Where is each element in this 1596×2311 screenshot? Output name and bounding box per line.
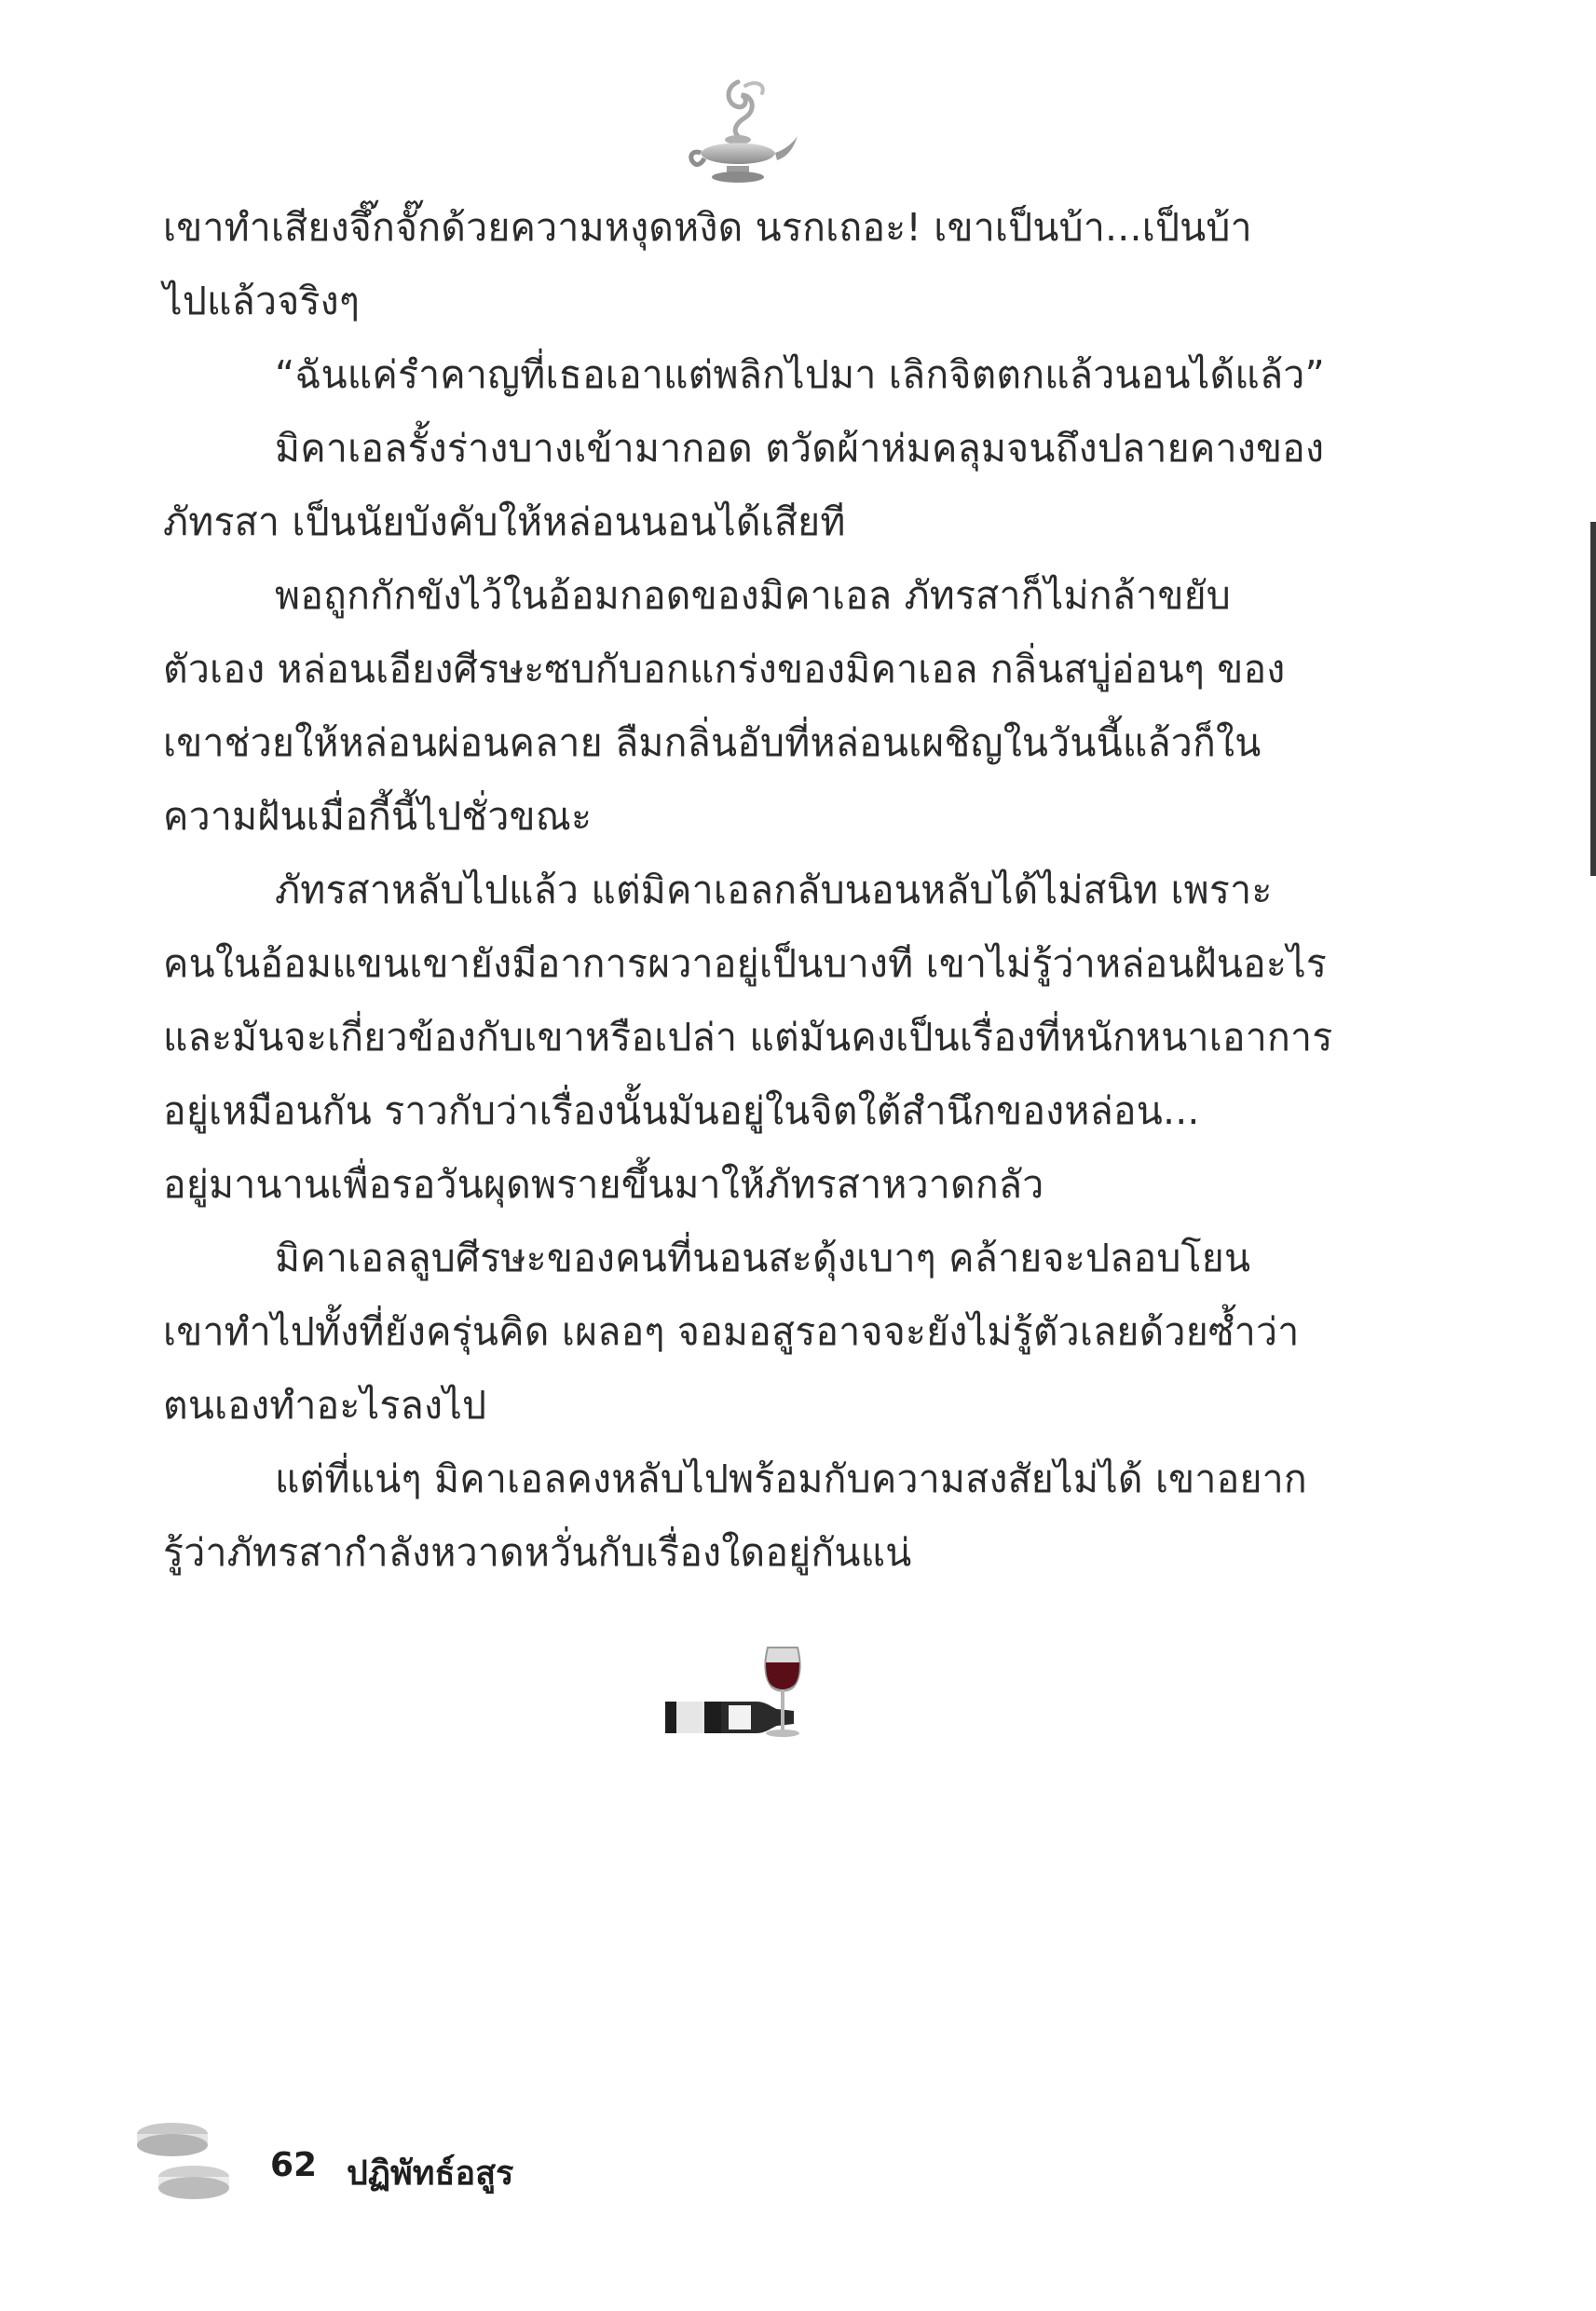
text-line: รู้ว่าภัทรสากำลังหวาดหวั่นกับเรื่องใดอยู่กันแน่ [163,1530,912,1575]
text-line: อยู่เหมือนกัน ราวกับว่าเรื่องนั้นมันอยู่ในจิตใต้สำนึกของหล่อน... [163,1088,1200,1133]
chapter-text [163,191,1333,1590]
text-line: ภัทรสาหลับไปแล้ว แต่มิคาเอลกลับนอนหลับได้ไม่สนิท เพราะ [275,868,1273,912]
macarons-icon [130,2106,242,2208]
text-line: ไปแล้วจริงๆ [163,279,361,323]
text-line: และมันจะเกี่ยวข้องกับเขาหรือเปล่า แต่มันคงเป็นเรื่องที่หนักหนาเอาการ [163,1015,1333,1060]
page-edge-shadow [1590,522,1596,876]
text-line: พอถูกกักขังไว้ในอ้อมกอดของมิคาเอล ภัทรสาก็ไม่กล้าขยับ [275,573,1232,618]
text-line: แต่ที่แน่ๆ มิคาเอลคงหลับไปพร้อมกับความสงสัยไม่ได้ เขาอยาก [275,1456,1307,1501]
text-line: คนในอ้อมแขนเขายังมีอาการผวาอยู่เป็นบางที เขาไม่รู้ว่าหล่อนฝันอะไร [163,941,1328,986]
text-line: ภัทรสา เป็นนัยบังคับให้หล่อนนอนได้เสียที [163,499,846,544]
book-title: ปฏิพัทธ์อสูร [347,2154,514,2193]
text-line: ความฝันเมื่อกี้นี้ไปชั่วขณะ [163,794,593,839]
wine-bottle-glass-icon [663,1640,817,1747]
text-line: เขาทำเสียงจึ๊กจั๊กด้วยความหงุดหงิด นรกเถอะ! เขาเป็นบ้า...เป็นบ้า [163,205,1252,250]
genie-lamp-icon [680,75,801,186]
text-line: มิคาเอลลูบศีรษะของคนที่นอนสะดุ้งเบาๆ คล้ายจะปลอบโยน [275,1236,1251,1280]
page-number: 62 [270,2146,318,2184]
page-footer [130,2106,689,2208]
text-line: ตัวเอง หล่อนเอียงศีรษะซบกับอกแกร่งของมิคาเอล กลิ่นสบู่อ่อนๆ ของ [163,647,1286,691]
text-line: อยู่มานานเพื่อรอวันผุดพรายขึ้นมาให้ภัทรสาหวาดกลัว [163,1162,1044,1207]
text-line: มิคาเอลรั้งร่างบางเข้ามากอด ตวัดผ้าห่มคลุมจนถึงปลายคางของ [275,426,1325,471]
text-line: เขาทำไปทั้งที่ยังครุ่นคิด เผลอๆ จอมอสูรอาจจะยังไม่รู้ตัวเลยด้วยซ้ำว่า [163,1309,1300,1354]
text-line: เขาช่วยให้หล่อนผ่อนคลาย ลืมกลิ่นอับที่หล่อนเผชิญในวันนี้แล้วก็ใน [163,720,1262,765]
text-line: “ฉันแค่รำคาญที่เธอเอาแต่พลิกไปมา เลิกจิตตกแล้วนอนได้แล้ว” [275,352,1325,397]
text-line: ตนเองทำอะไรลงไป [163,1383,487,1428]
